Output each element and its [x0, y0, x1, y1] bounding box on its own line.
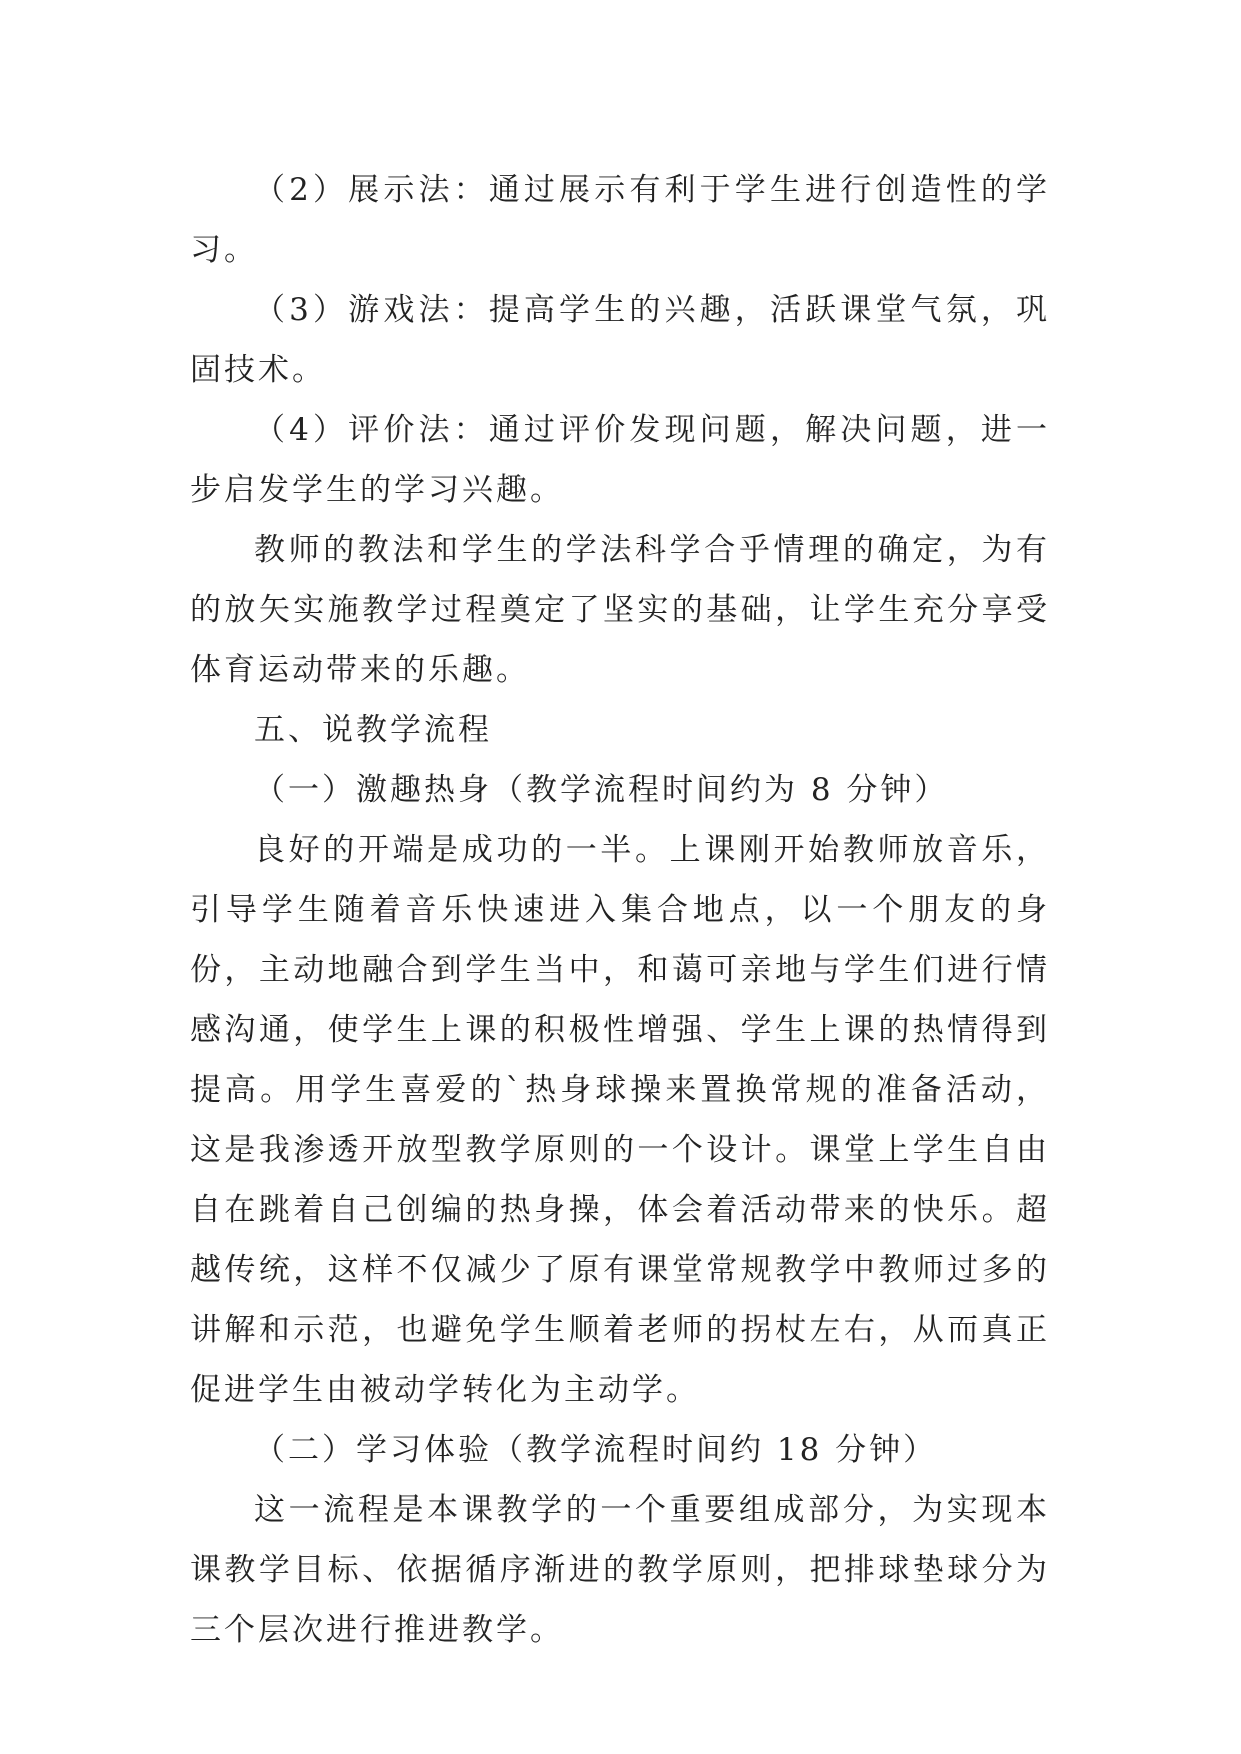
paragraph-methods-summary: 教师的教法和学生的学法科学合乎情理的确定，为有的放矢实施教学过程奠定了坚实的基础，让学生充分享受体育运动带来的乐趣。	[190, 532, 1050, 688]
subheading-learning: （二）学习体验（教学流程时间约 18 分钟）	[254, 1432, 938, 1468]
section-heading-teaching-flow: 五、说教学流程	[254, 712, 492, 748]
subheading-warmup: （一）激趣热身（教学流程时间约为 8 分钟）	[254, 772, 949, 808]
paragraph-method-3: （3）游戏法：提高学生的兴趣，活跃课堂气氛，巩固技术。	[190, 292, 1050, 388]
document-body	[190, 160, 1050, 1660]
paragraph-method-2: （2）展示法：通过展示有利于学生进行创造性的学习。	[190, 172, 1050, 268]
paragraph-learning: 这一流程是本课教学的一个重要组成部分，为实现本课教学目标、依据循序渐进的教学原则，把排球垫球分为三个层次进行推进教学。	[190, 1492, 1050, 1648]
paragraph-method-4: （4）评价法：通过评价发现问题，解决问题，进一步启发学生的学习兴趣。	[190, 412, 1050, 508]
paragraph-warmup: 良好的开端是成功的一半。上课刚开始教师放音乐，引导学生随着音乐快速进入集合地点，以一个朋友的身份，主动地融合到学生当中，和蔼可亲地与学生们进行情感沟通，使学生上课的积极性增强、学生上课的热情得到提高。用学生喜爱的`热身球操来置换常规的准备活动，这是我渗透开放型教学原则的一个设计。课堂上学生自由自在跳着自己创编的热身操，体会着活动带来的快乐。超越传统，这样不仅减少了原有课堂常规教学中教师过多的讲解和示范，也避免学生顺着老师的拐杖左右，从而真正促进学生由被动学转化为主动学。	[190, 832, 1050, 1408]
